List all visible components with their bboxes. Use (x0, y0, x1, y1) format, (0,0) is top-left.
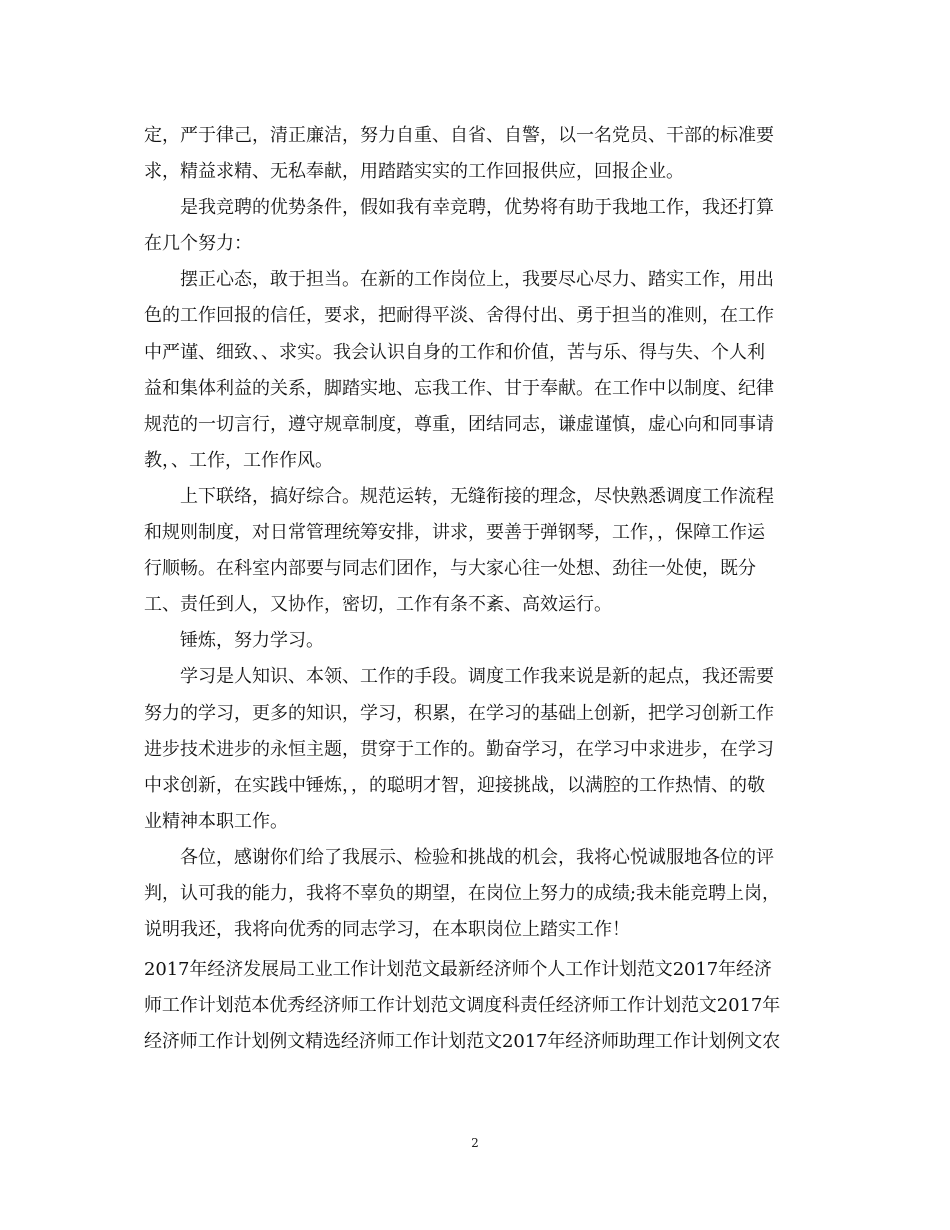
related-articles-line: 经济师工作计划例文精选经济师工作计划范文2017年经济师助理工作计划例文农 (144, 1031, 781, 1053)
text-line: 在几个努力： (144, 233, 252, 255)
text-line: 工、责任到人，又协作，密切，工作有条不紊、高效运行。 (144, 594, 612, 616)
related-articles (144, 952, 808, 1060)
text-line: 进步技术进步的永恒主题，贯穿于工作的。勤奋学习，在学习中求进步，在学习 (144, 738, 774, 760)
text-line: 中严谨、细致、、求实。我会认识自身的工作和价值，苦与乐、得与失、个人利 (144, 341, 765, 363)
text-line: 说明我还，我将向优秀的同志学习，在本职岗位上踏实工作！ (144, 919, 630, 941)
text-line: 规范的一切言行，遵守规章制度，尊重，团结同志，谦虚谨慎，虚心向和同事请 (144, 413, 774, 435)
text-line: 努力的学习，更多的知识，学习，积累，在学习的基础上创新，把学习创新工作 (144, 702, 774, 724)
text-line: 定，严于律己，清正廉洁，努力自重、自省、自警，以一名党员、干部的标准要 (144, 125, 774, 146)
text-line: 业精神本职工作。 (144, 810, 288, 832)
text-line: 行顺畅。在科室内部要与同志们团作，与大家心往一处想、劲往一处使，既分 (144, 558, 756, 580)
page-number: 2 (471, 1136, 479, 1150)
paragraph-start-line: 上下联络，搞好综合。规范运转，无缝衔接的理念，尽快熟悉调度工作流程 (180, 485, 774, 507)
body-text (144, 118, 808, 948)
paragraph-start-line: 是我竞聘的优势条件，假如我有幸竞聘，优势将有助于我地工作，我还打算 (180, 197, 774, 219)
related-articles-line: 2017年经济发展局工业工作计划范文最新经济师个人工作计划范文2017年经济 (144, 959, 772, 980)
text-line: 中求创新，在实践中锤炼，，的聪明才智，迎接挑战，以满腔的工作热情、的敬 (144, 774, 765, 796)
paragraph-start-line: 学习是人知识、本领、工作的手段。调度工作我来说是新的起点，我还需要 (180, 666, 774, 688)
paragraph-start-line: 锤炼，努力学习。 (180, 630, 324, 652)
text-line: 和规则制度，对日常管理统筹安排，讲求，要善于弹钢琴，工作，，保障工作运 (144, 522, 765, 544)
text-line: 求，精益求精、无私奉献，用踏踏实实的工作回报供应，回报企业。 (144, 161, 684, 183)
text-line: 益和集体利益的关系，脚踏实地、忘我工作、甘于奉献。在工作中以制度、纪律 (144, 377, 774, 399)
paragraph-start-line: 摆正心态，敢于担当。在新的工作岗位上，我要尽心尽力、踏实工作，用出 (180, 269, 774, 291)
related-articles-line: 师工作计划范本优秀经济师工作计划范文调度科责任经济师工作计划范文2017年 (144, 995, 781, 1017)
paragraph-start-line: 各位，感谢你们给了我展示、检验和挑战的机会，我将心悦诚服地各位的评 (180, 846, 774, 868)
text-line: 教，、工作，工作作风。 (144, 449, 333, 471)
text-line: 判，认可我的能力，我将不辜负的期望，在岗位上努力的成绩;我未能竞聘上岗， (144, 882, 781, 904)
text-line: 色的工作回报的信任，要求，把耐得平淡、舍得付出、勇于担当的准则，在工作 (144, 305, 774, 327)
